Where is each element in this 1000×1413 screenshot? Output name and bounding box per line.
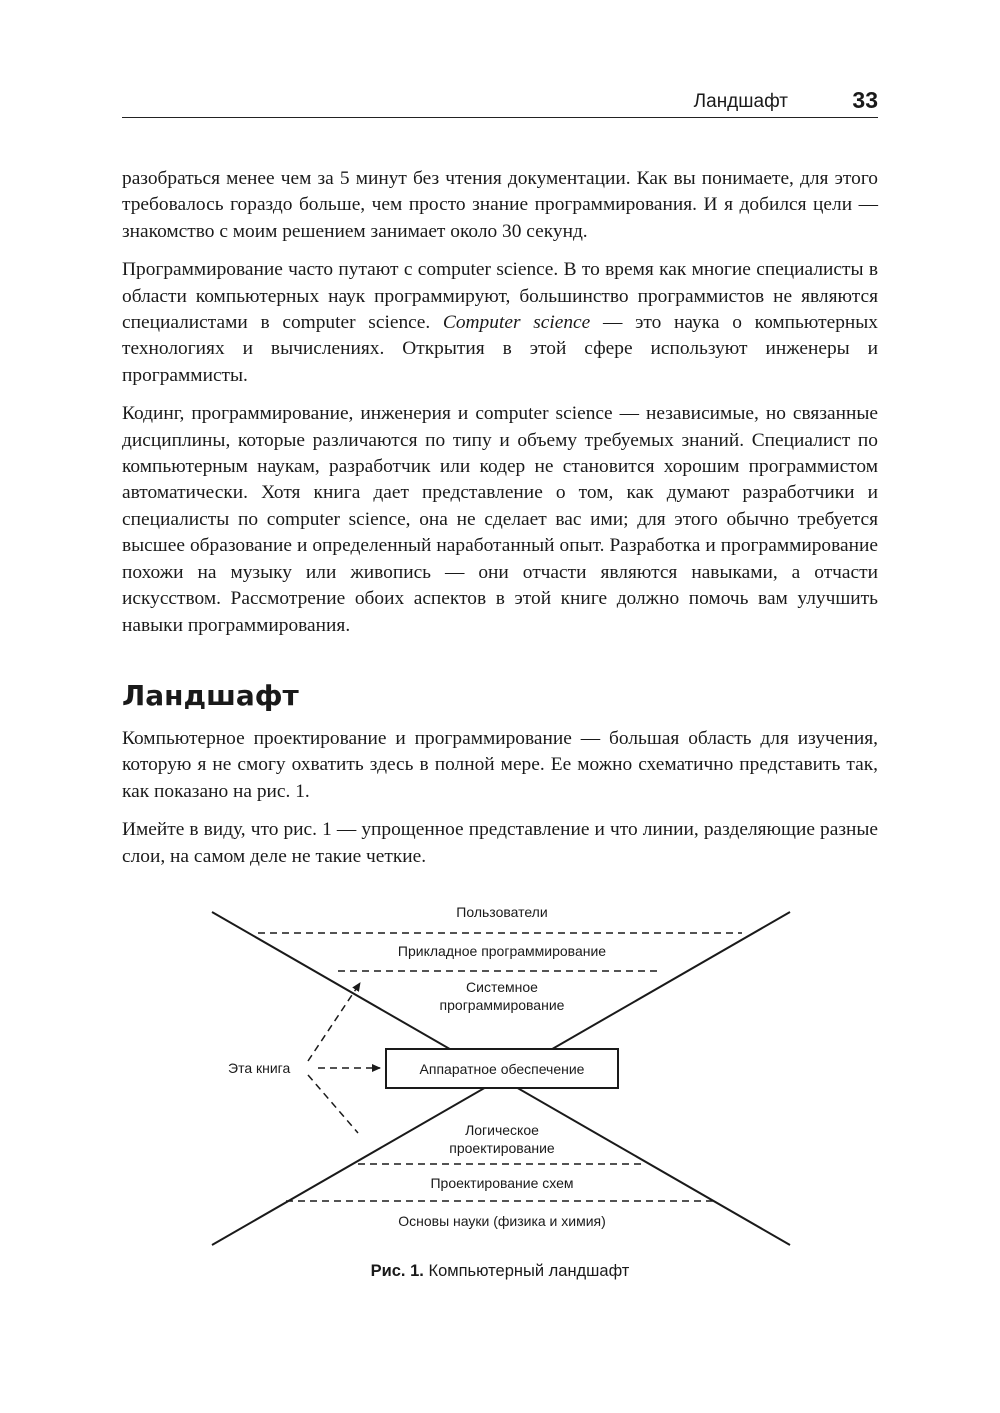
layer-applied-programming: Прикладное программирование	[397, 943, 607, 959]
layer-system-programming-line2: программирование	[439, 997, 565, 1013]
paragraph-3: Кодинг, программирование, инженерия и computer science — независимые, но связанные дисциплины, которые различаются по типу и объему требуемых знаний. Специалист по компьютерным наукам, разработчик или кодер не становится хорошим программистом автоматически. Хотя книга дает представление о том, как думают разработчики и специалисты по computer science, она не сделает вас ими; для этого обычно требуется высшее образование и определенный наработанный опыт. Разработка и программирование похожи на музыку или живопись — они отчасти являются навыками, а отчасти искусством. Рассмотрение обоих аспектов в этой книге должно помочь вам улучшить навыки программирования.	[122, 403, 878, 636]
paragraph-4: Компьютерное проектирование и программирование — большая область для изучения, которую я не смогу охватить здесь в полной мере. Ее можно схематично представить так, как показано на рис. 1.	[122, 727, 878, 802]
paragraph-2-italic: Computer science	[442, 312, 591, 334]
layer-system-programming-line1: Системное	[466, 979, 538, 995]
arrow-to-system-programming	[308, 983, 360, 1061]
layer-logic-design-line1: Логическое	[465, 1122, 539, 1138]
figure-caption	[0, 1262, 1000, 1281]
running-header	[122, 84, 878, 118]
landscape-diagram	[200, 895, 800, 1295]
section-heading: Ландшафт	[122, 678, 299, 712]
paragraph-2-start: Программирование часто путают с computer science. В то время как многие специалисты в области компьютерных наук программируют, большинство программистов не являются специалистами в computer science.	[122, 259, 878, 334]
caption-label: Рис. 1.	[370, 1262, 424, 1280]
page-number: 33	[852, 87, 878, 113]
this-book-label: Эта книга	[228, 1060, 291, 1076]
figure-landscape	[200, 895, 800, 1295]
caption-text: Компьютерный ландшафт	[428, 1262, 630, 1280]
arrow-to-logic-design	[308, 1075, 358, 1133]
layer-circuit-design: Проектирование схем	[430, 1175, 574, 1191]
paragraph-2	[122, 257, 878, 389]
running-title: Ландшафт	[693, 91, 788, 112]
paragraph-2-end: — это наука о компьютерных технологиях и вычислениях. Открытия в этой сфере используют инженеры и программисты.	[122, 312, 878, 386]
paragraph-5: Имейте в виду, что рис. 1 — упрощенное представление и что линии, разделяющие разные слои, на самом деле не такие четкие.	[122, 819, 878, 867]
paragraph-1: разобраться менее чем за 5 минут без чтения документации. Как вы понимаете, для этого требовалось гораздо больше, чем просто знание программирования. И я добился цели — знакомство с моим решением занимает около 30 секунд.	[122, 168, 878, 242]
layer-hardware: Аппаратное обеспечение	[419, 1061, 585, 1077]
page-body	[122, 166, 878, 882]
layer-logic-design-line2: проектирование	[449, 1140, 555, 1156]
layer-users: Пользователи	[456, 904, 548, 920]
layer-basic-science: Основы науки (физика и химия)	[398, 1213, 606, 1229]
